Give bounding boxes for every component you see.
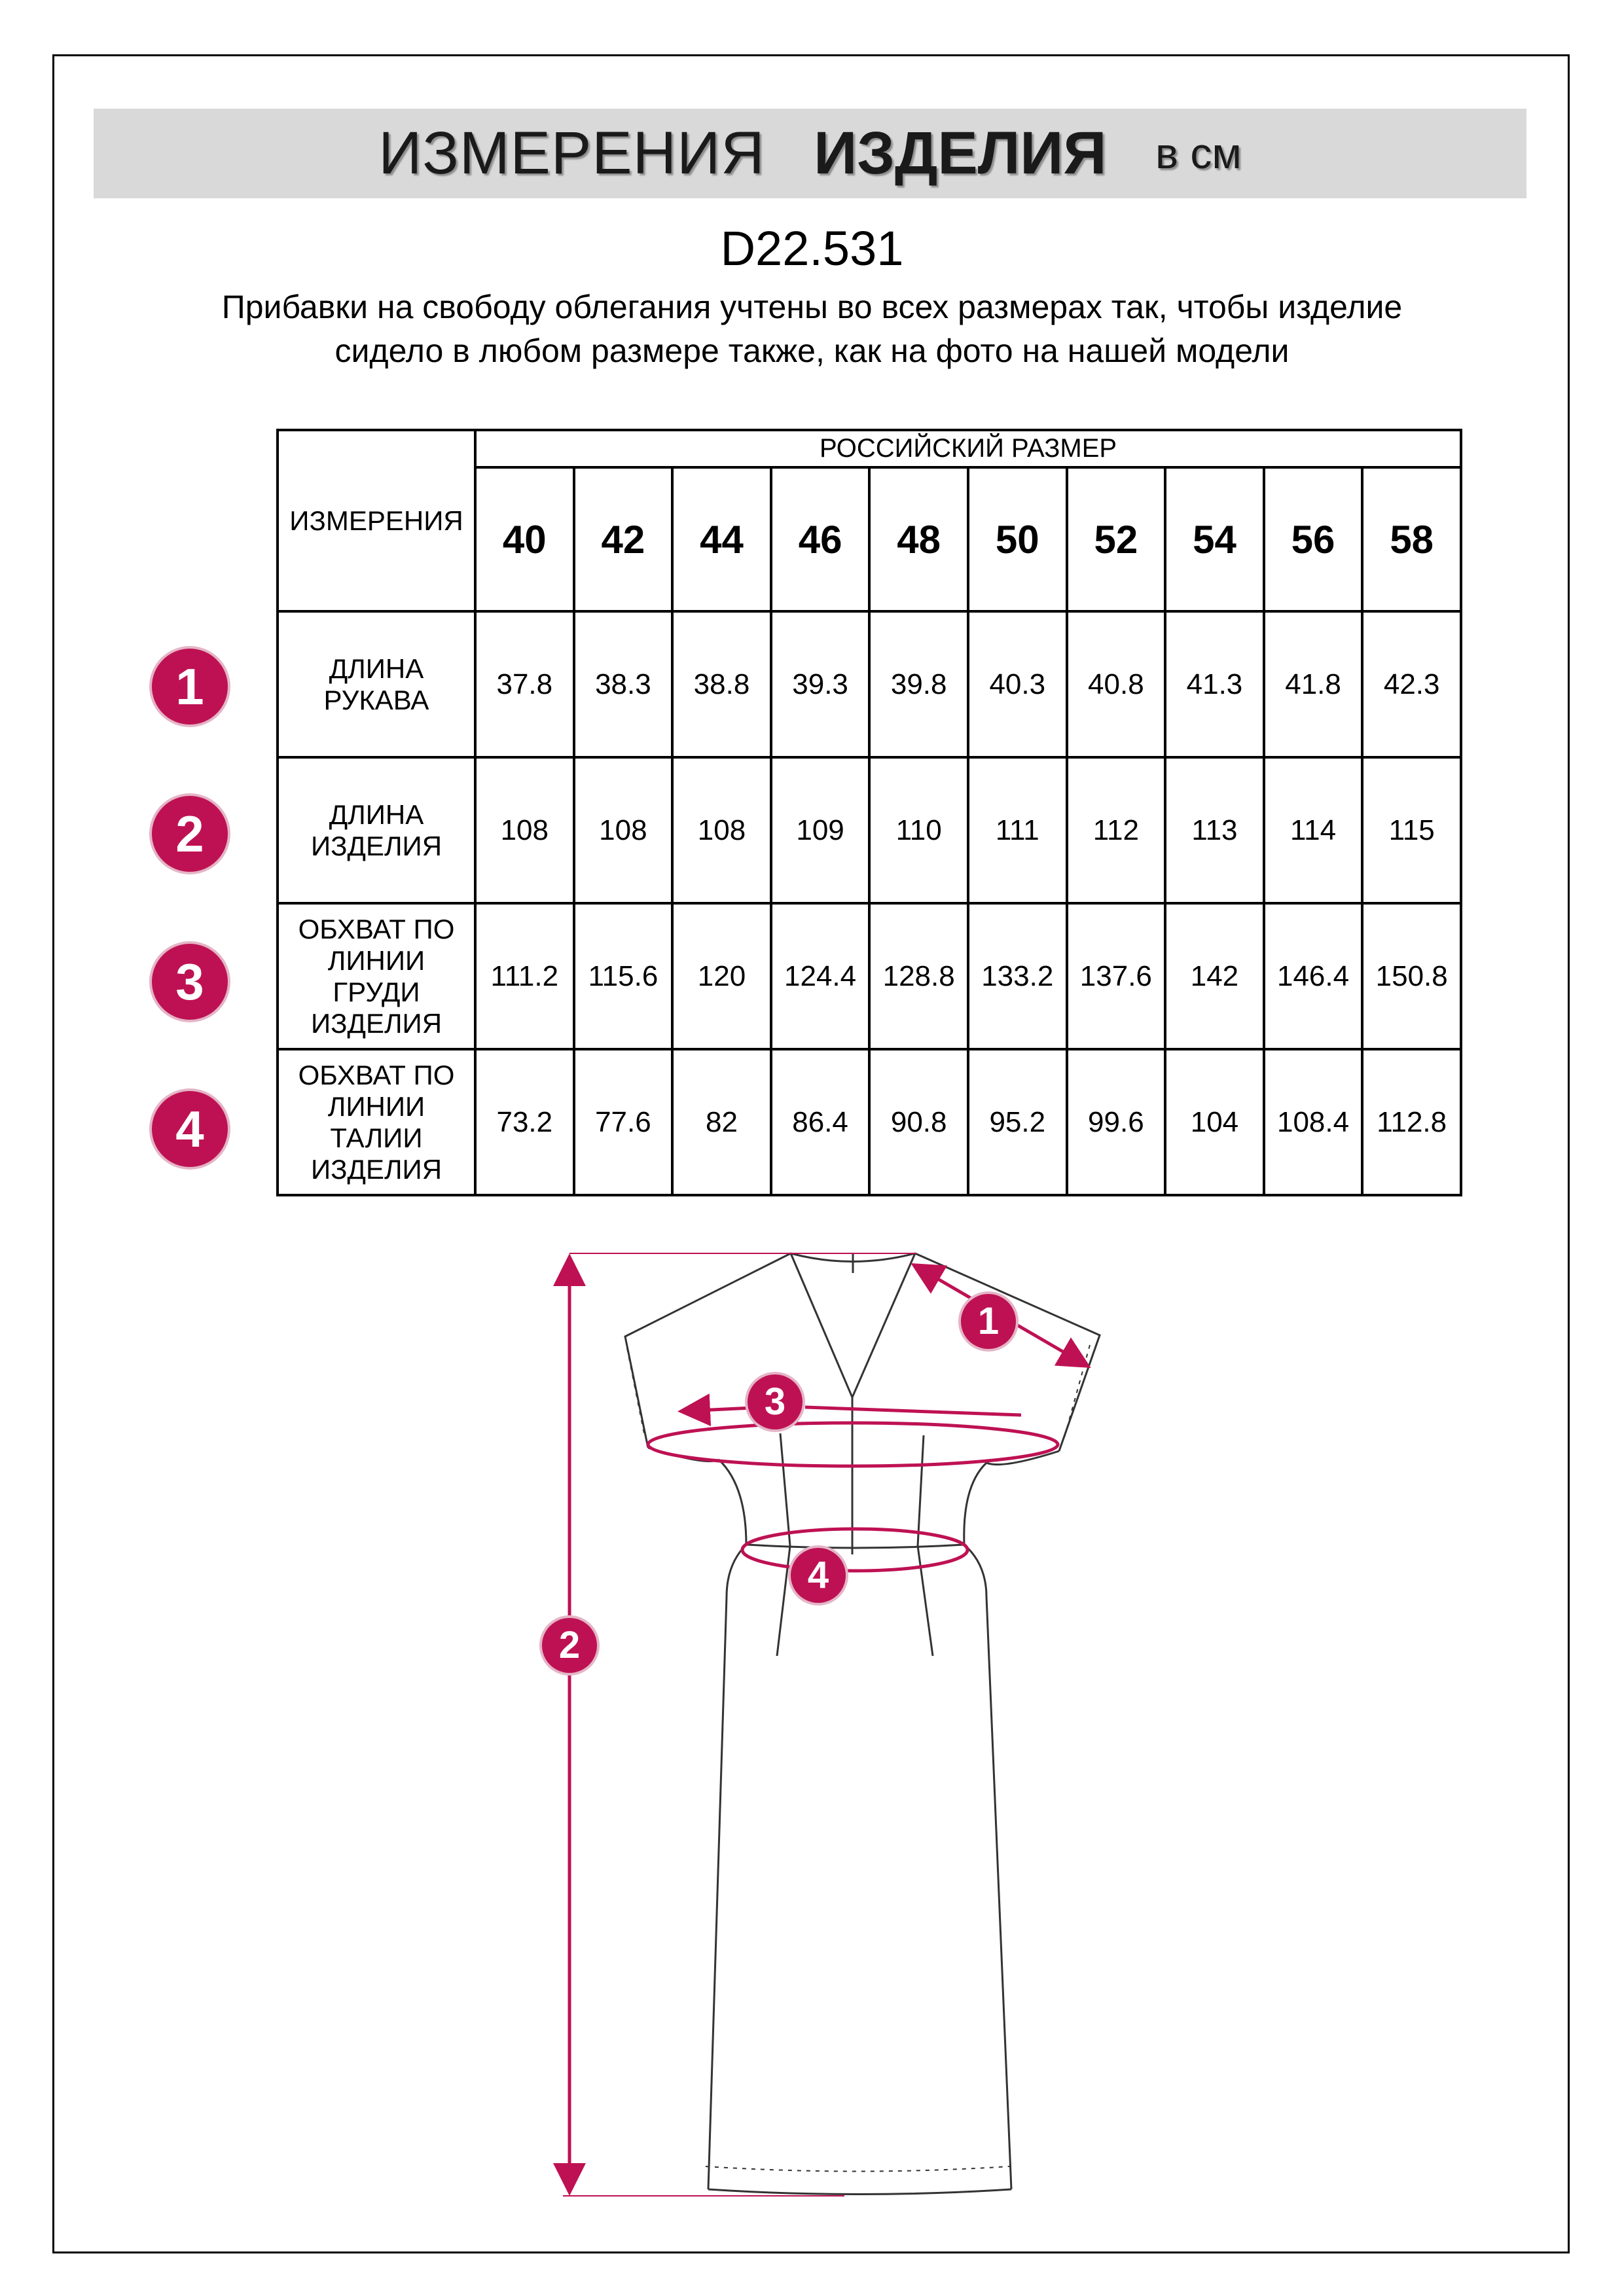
title-product: ИЗДЕЛИЯ [814,120,1107,187]
value-cell: 82 [672,1049,771,1195]
size-header-cell: 40 [475,467,574,611]
measurement-label-line: ДЛИНА [329,653,424,684]
value-cell: 113 [1165,757,1264,903]
fit-note: Прибавки на свободу облегания учтены во всех размерах так, чтобы изделие сидело в любом размере также, как на фото на нашей модели [221,289,1403,369]
value-cell: 111.2 [475,903,574,1049]
value-cell: 95.2 [968,1049,1067,1195]
size-header-cell: 48 [869,467,968,611]
measurement-label-line: ДЛИНА [329,798,424,830]
dress-outline [625,1253,1100,2195]
value-cell: 133.2 [968,903,1067,1049]
size-header-cell: 58 [1362,467,1461,611]
measurement-label-line: ИЗДЕЛИЯ [310,830,442,861]
value-cell: 99.6 [1067,1049,1166,1195]
value-cell: 39.3 [771,611,870,757]
size-header-cell: 44 [672,467,771,611]
product-code: D22.531 [720,221,904,276]
value-cell: 40.3 [968,611,1067,757]
measurement-label-line: ИЗДЕЛИЯ [310,1007,442,1039]
measurement-label-line: ЛИНИИ [327,1090,425,1122]
size-header-cell: 46 [771,467,870,611]
measurement-label-line: ИЗДЕЛИЯ [310,1153,442,1185]
value-cell: 41.8 [1264,611,1363,757]
value-cell: 124.4 [771,903,870,1049]
measurement-label-line: ОБХВАТ ПО [298,1059,455,1090]
size-header-cell: 42 [574,467,673,611]
value-cell: 114 [1264,757,1363,903]
size-header-cell: 56 [1264,467,1363,611]
measurement-label-line: ТАЛИИ [330,1122,423,1153]
value-cell: 108 [672,757,771,903]
measure-lines [563,1253,1085,2196]
value-cell: 112.8 [1362,1049,1461,1195]
value-cell: 137.6 [1067,903,1166,1049]
value-cell: 115 [1362,757,1461,903]
size-header-cell: 54 [1165,467,1264,611]
value-cell: 108 [475,757,574,903]
row-marker-2: 2 [152,796,228,872]
measurements-header: ИЗМЕРЕНИЯ [278,430,475,611]
measurement-label-line: РУКАВА [323,684,429,715]
row-marker-4: 4 [152,1091,228,1167]
diagram-marker-3: 3 [748,1374,803,1429]
row-marker-1: 1 [152,649,228,725]
measurement-label-line: ЛИНИИ [327,944,425,976]
value-cell: 38.3 [574,611,673,757]
row-marker-3: 3 [152,944,228,1020]
size-header-cell: 52 [1067,467,1166,611]
value-cell: 37.8 [475,611,574,757]
value-cell: 112 [1067,757,1166,903]
title-measurements: ИЗМЕРЕНИЯ [378,120,765,187]
value-cell: 42.3 [1362,611,1461,757]
value-cell: 115.6 [574,903,673,1049]
value-cell: 146.4 [1264,903,1363,1049]
value-cell: 128.8 [869,903,968,1049]
diagram-marker-1: 1 [961,1294,1016,1349]
value-cell: 109 [771,757,870,903]
value-cell: 41.3 [1165,611,1264,757]
size-header-cell: 50 [968,467,1067,611]
value-cell: 120 [672,903,771,1049]
value-cell: 86.4 [771,1049,870,1195]
value-cell: 142 [1165,903,1264,1049]
diagram-marker-4: 4 [791,1548,846,1603]
value-cell: 77.6 [574,1049,673,1195]
measurement-label-line: ГРУДИ [333,976,420,1007]
value-cell: 90.8 [869,1049,968,1195]
value-cell: 73.2 [475,1049,574,1195]
diagram-marker-2: 2 [542,1618,597,1673]
value-cell: 38.8 [672,611,771,757]
measurement-label-line: ОБХВАТ ПО [298,913,455,944]
value-cell: 108 [574,757,673,903]
size-group-header: РОССИЙСКИЙ РАЗМЕР [475,430,1461,467]
value-cell: 104 [1165,1049,1264,1195]
value-cell: 108.4 [1264,1049,1363,1195]
title-unit: в см [1155,129,1242,178]
value-cell: 110 [869,757,968,903]
value-cell: 111 [968,757,1067,903]
value-cell: 40.8 [1067,611,1166,757]
value-cell: 150.8 [1362,903,1461,1049]
value-cell: 39.8 [869,611,968,757]
